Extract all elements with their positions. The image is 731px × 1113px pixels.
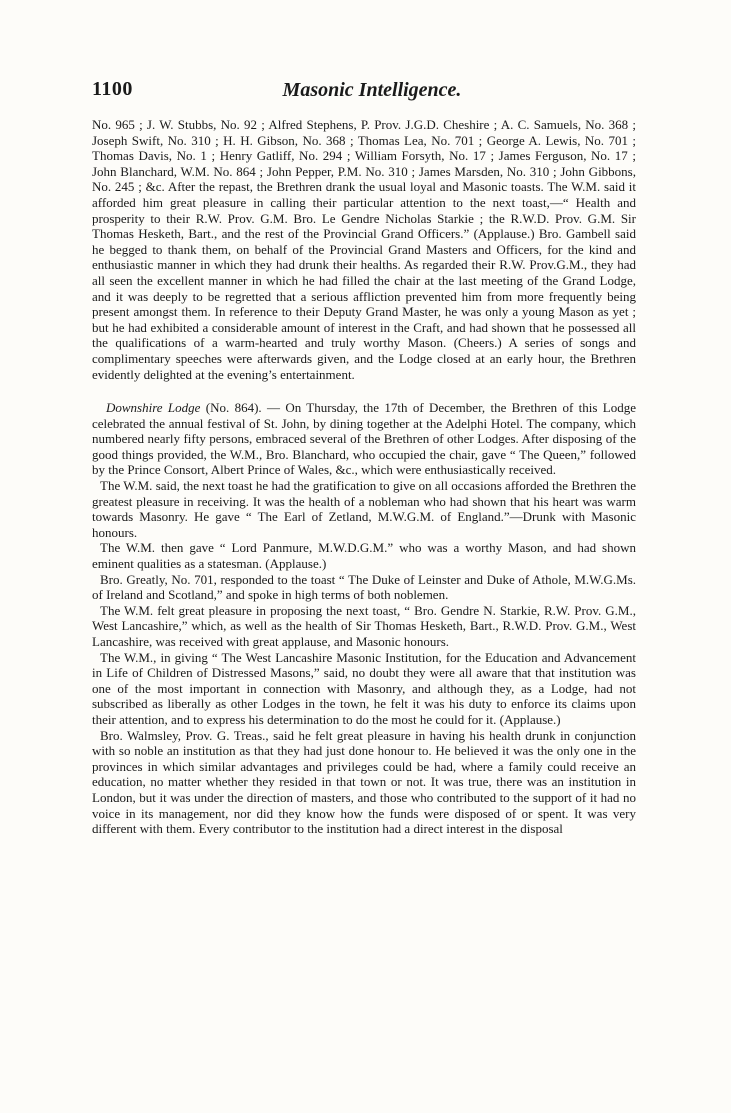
paragraph-text: (No. 864). — On Thursday, the 17th of December, the Brethren of this Lodge celebrated the annual festival of St. John, by dining together at the Adelphi Hotel. The company, which numbered nearly fifty persons, embraced several of the Brethren of other Lodges. After disposing of the good things provided, the W.M., Bro. Blanchard, who occupied the chair, gave “ The Queen,” followed by the Prince Consort, Albert Prince of Wales, &c., which were enthusiastically received.: [92, 400, 636, 478]
paragraph-walmsley-response: Bro. Walmsley, Prov. G. Treas., said he felt great pleasure in having his health drunk in conjunction with so noble an institution as that they had just done honour to. He believed it was the only one in the provinces in which similar advantages and privileges could be had, where a family could receive an education, no matter whether they resided in that town or not. It was true, there was an institution in London, but it was under the direction of masters, and those who contributed to the support of it had no voice in its management, nor did they know how the funds were disposed of or spent. It was very different with them. Every contributor to the institution had a direct interest in the disposal: [92, 727, 636, 837]
paragraph-duke-of-leinster: Bro. Greatly, No. 701, responded to the toast “ The Duke of Leinster and Duke of Athole, M.W.G.Ms. of Ireland and Scotland,” and spoke in high terms of both noblemen.: [92, 571, 636, 603]
lodge-name: Downshire Lodge: [106, 400, 201, 416]
paragraph-downshire-lodge: [92, 400, 636, 478]
paragraph-earl-of-zetland: The W.M. said, the next toast he had the gratification to give on all occasions afforded the Brethren the greatest pleasure in receiving. It was the health of a nobleman who had shown that his heart was warm towards Masonry. He gave “ The Earl of Zetland, M.W.G.M. of England.”—Drunk with Masonic honours.: [92, 478, 636, 540]
running-head: [92, 78, 652, 104]
page-number: 1100: [92, 78, 133, 100]
paragraph-toasts-conclusion: No. 965 ; J. W. Stubbs, No. 92 ; Alfred Stephens, P. Prov. J.G.D. Cheshire ; A. C. Samuels, No. 368 ; Joseph Swift, No. 310 ; H. H. Gibson, No. 368 ; Thomas Lea, No. 701 ; George A. Lewis, No. 701 ; Thomas Davis, No. 1 ; Henry Gatliff, No. 294 ; William Forsyth, No. 17 ; James Ferguson, No. 17 ; John Blanchard, W.M. No. 864 ; John Pepper, P.M. No. 310 ; James Marsden, No. 310 ; John Gibbons, No. 245 ; &c. After the repast, the Brethren drank the usual loyal and Masonic toasts. The W.M. said it afforded him great pleasure in calling their particular attention to the next toast,—“ Health and prosperity to their R.W. Prov. G.M. Bro. Le Gendre Nicholas Starkie ; the R.W.D. Prov. G.M. Sir Thomas Hesketh, Bart., and the rest of the Provincial Grand Officers.” (Applause.) Bro. Gambell said he begged to thank them, on behalf of the Provincial Grand Masters and Officers, for the kind and enthusiastic manner in which they had drunk their healths. As regarded their R.W. Prov.G.M., they had all seen the excellent manner in which he had filled the chair at the last meeting of the Grand Lodge, and it was deeply to be regretted that a serious affliction prevented him from more frequently being present amongst them. In reference to their Deputy Grand Master, he was only a young Mason as yet ; but he had exhibited a considerable amount of interest in the Craft, and had shown that he possessed all the qualifications of a warm-hearted and truly worthy Mason. (Cheers.) A series of songs and complimentary speeches were afterwards given, and the Lodge closed at an early hour, the Brethren evidently delighted at the evening’s entertainment.: [92, 117, 636, 382]
paragraph-lord-panmure: The W.M. then gave “ Lord Panmure, M.W.D.G.M.” who was a worthy Mason, and had shown eminent qualities as a statesman. (Applause.): [92, 540, 636, 572]
page-heading: Masonic Intelligence.: [282, 79, 462, 101]
paragraph-starkie-toast: The W.M. felt great pleasure in proposing the next toast, “ Bro. Gendre N. Starkie, R.W. Prov. G.M., West Lancashire,” which, as well as the health of Sir Thomas Hesketh, Bart., R.W.D. Prov. G.M., West Lancashire, was received with great applause, and Masonic honours.: [92, 602, 636, 649]
article-body: [92, 117, 636, 837]
paragraph-masonic-institution: The W.M., in giving “ The West Lancashire Masonic Institution, for the Education and Advancement in Life of Children of Distressed Masons,” said, no doubt they were all aware that that institution was one of the most important in connection with Masonry, and although they, as a Lodge, had not subscribed as liberally as other Lodges in the town, he felt it was his duty to enforce its claims upon their attention, and to express his determination to do the most he could for it. (Applause.): [92, 649, 636, 727]
